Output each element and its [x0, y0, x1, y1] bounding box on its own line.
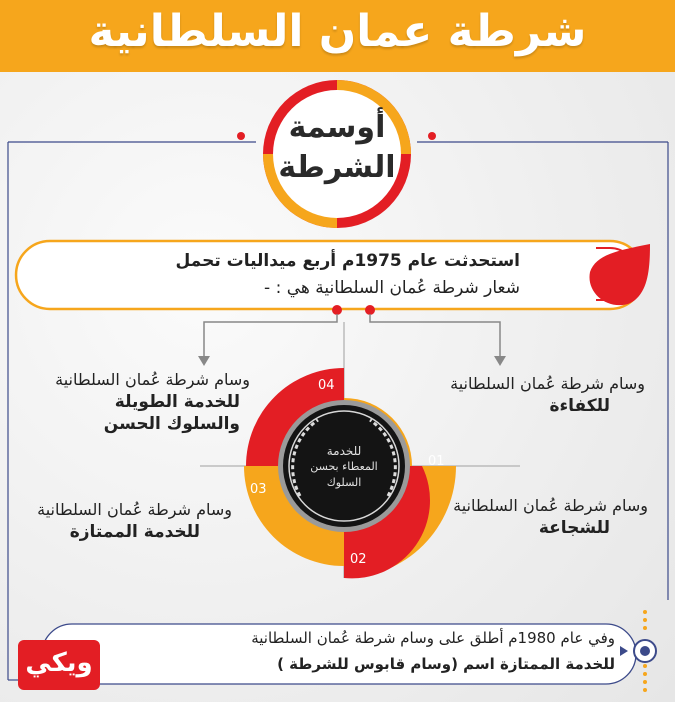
medal-number-01: 01	[428, 454, 445, 469]
badge-title-1: أوسمة	[288, 110, 386, 145]
medal-04-line-1: وسام شرطة عُمان السلطانية	[55, 370, 250, 389]
wiki-logo-text: ويكي	[25, 648, 93, 678]
medal-number-04: 04	[318, 378, 335, 393]
medal-01-line-2: للكفاءة	[549, 396, 610, 416]
badge-title-2: الشرطة	[278, 150, 396, 185]
page-title: شرطة عمان السلطانية	[88, 6, 587, 57]
medal-03-line-2: للخدمة الممتازة	[69, 522, 200, 542]
medal-number-02: 02	[350, 552, 367, 567]
medal-04-line-2: للخدمة الطويلة	[114, 392, 240, 412]
medal-04-line-3: والسلوك الحسن	[103, 414, 240, 434]
medal-number-03: 03	[250, 482, 267, 497]
connector-dot-left	[332, 305, 342, 315]
arrow-down-icon	[494, 356, 506, 366]
connector-arrows	[204, 314, 500, 358]
intro-line-2: شعار شرطة عُمان السلطانية هي : -	[264, 278, 520, 298]
connector-dot-right	[365, 305, 375, 315]
medal-01-line-1: وسام شرطة عُمان السلطانية	[450, 374, 645, 393]
medal-03-line-1: وسام شرطة عُمان السلطانية	[37, 500, 232, 519]
arrow-down-icon	[198, 356, 210, 366]
medal-02-line-2: للشجاعة	[538, 518, 610, 538]
coin-line-2: المعطاء بحسن	[310, 460, 378, 473]
footer-line-1: وفي عام 1980م أطلق على وسام شرطة عُمان السلطانية	[251, 629, 615, 647]
badge-dot-right	[428, 132, 436, 140]
coin-line-1: للخدمة	[326, 444, 362, 458]
badge-dot-left	[237, 132, 245, 140]
medal-02-line-1: وسام شرطة عُمان السلطانية	[453, 496, 648, 515]
footer-line-2: للخدمة الممتازة اسم (وسام قابوس للشرطة )	[277, 655, 615, 673]
coin-line-3: السلوك	[326, 476, 362, 489]
intro-line-1: استحدثت عام 1975م أربع ميداليات تحمل	[175, 251, 520, 271]
